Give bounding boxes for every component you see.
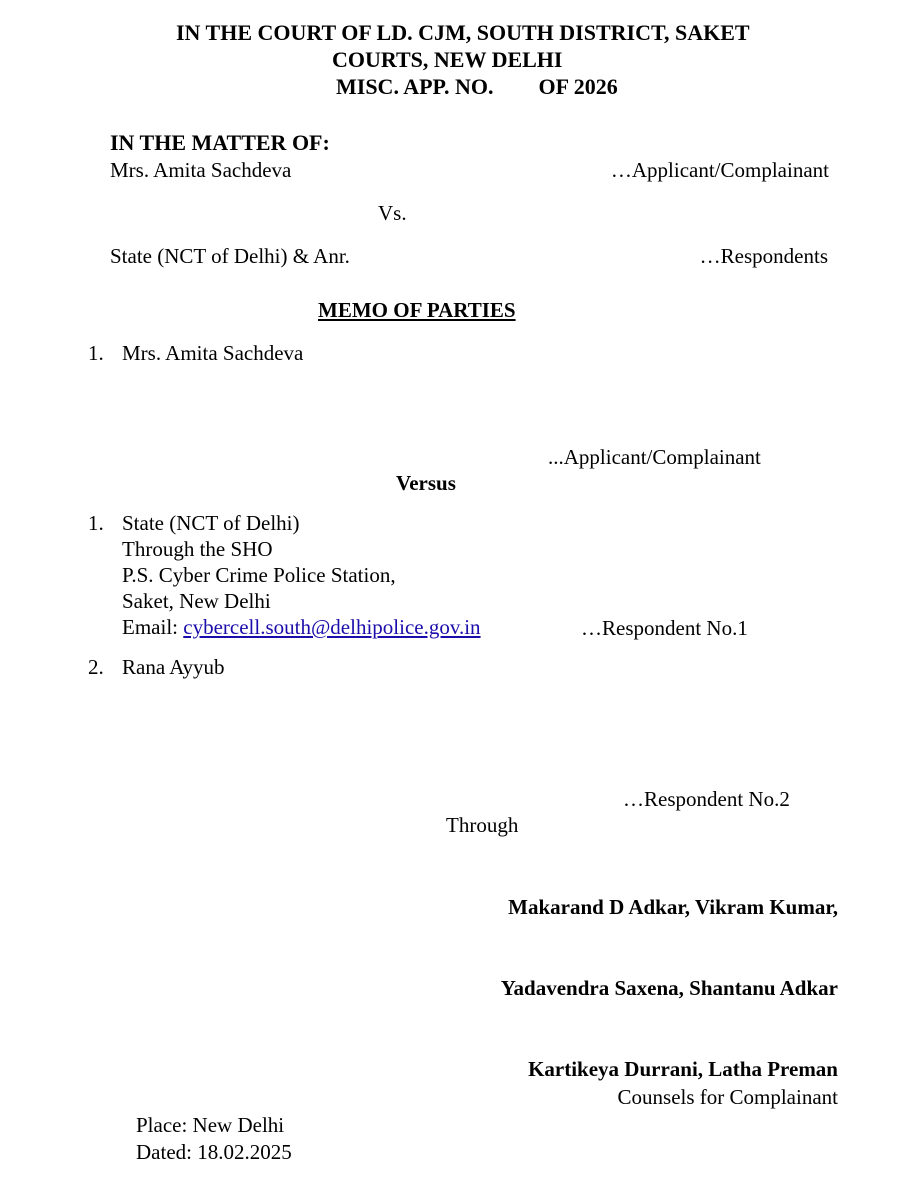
respondent-1-line: Saket, New Delhi <box>122 589 271 613</box>
matter-respondent-role: …Respondents <box>699 244 828 268</box>
email-label: Email: <box>122 615 184 639</box>
matter-versus: Vs. <box>378 201 407 225</box>
through-label: Through <box>446 813 519 837</box>
counsel-names-line2: Yadavendra Saxena, Shantanu Adkar <box>500 976 838 1000</box>
matter-applicant-name: Mrs. Amita Sachdeva <box>110 158 292 182</box>
case-number <box>336 74 618 100</box>
counsel-names-line3: Kartikeya Durrani, Latha Preman <box>528 1057 838 1081</box>
respondent-2-number: 2. <box>88 655 104 679</box>
applicant-1-role: ...Applicant/Complainant <box>548 445 761 469</box>
memo-versus: Versus <box>396 471 456 495</box>
respondent-2-name: Rana Ayyub <box>122 655 225 679</box>
case-number-prefix: MISC. APP. NO. <box>336 74 494 99</box>
respondent-1-line: State (NCT of Delhi) <box>122 511 300 535</box>
respondent-1-email-row <box>122 614 481 640</box>
respondent-1-line: Through the SHO <box>122 537 273 561</box>
respondent-1-line: P.S. Cyber Crime Police Station, <box>122 563 396 587</box>
dated-line: Dated: 18.02.2025 <box>136 1140 292 1164</box>
court-title-line2: COURTS, NEW DELHI <box>332 47 563 72</box>
respondent-1-role: …Respondent No.1 <box>581 616 748 640</box>
counsel-names-line1: Makarand D Adkar, Vikram Kumar, <box>508 895 838 919</box>
memo-title: MEMO OF PARTIES <box>318 298 516 322</box>
matter-heading: IN THE MATTER OF: <box>110 130 330 155</box>
place-line: Place: New Delhi <box>136 1113 285 1137</box>
matter-respondent-name: State (NCT of Delhi) & Anr. <box>110 244 350 268</box>
counsel-designation: Counsels for Complainant <box>617 1085 838 1109</box>
email-link[interactable]: cybercell.south@delhipolice.gov.in <box>183 615 481 639</box>
respondent-2-role: …Respondent No.2 <box>623 787 790 811</box>
applicant-1-number: 1. <box>88 341 104 365</box>
applicant-1-name: Mrs. Amita Sachdeva <box>122 341 304 365</box>
court-title-line1: IN THE COURT OF LD. CJM, SOUTH DISTRICT, SAKET <box>176 20 750 45</box>
case-number-suffix: OF 2026 <box>538 74 618 99</box>
matter-applicant-role: …Applicant/Complainant <box>610 158 829 182</box>
respondent-1-number: 1. <box>88 511 104 535</box>
